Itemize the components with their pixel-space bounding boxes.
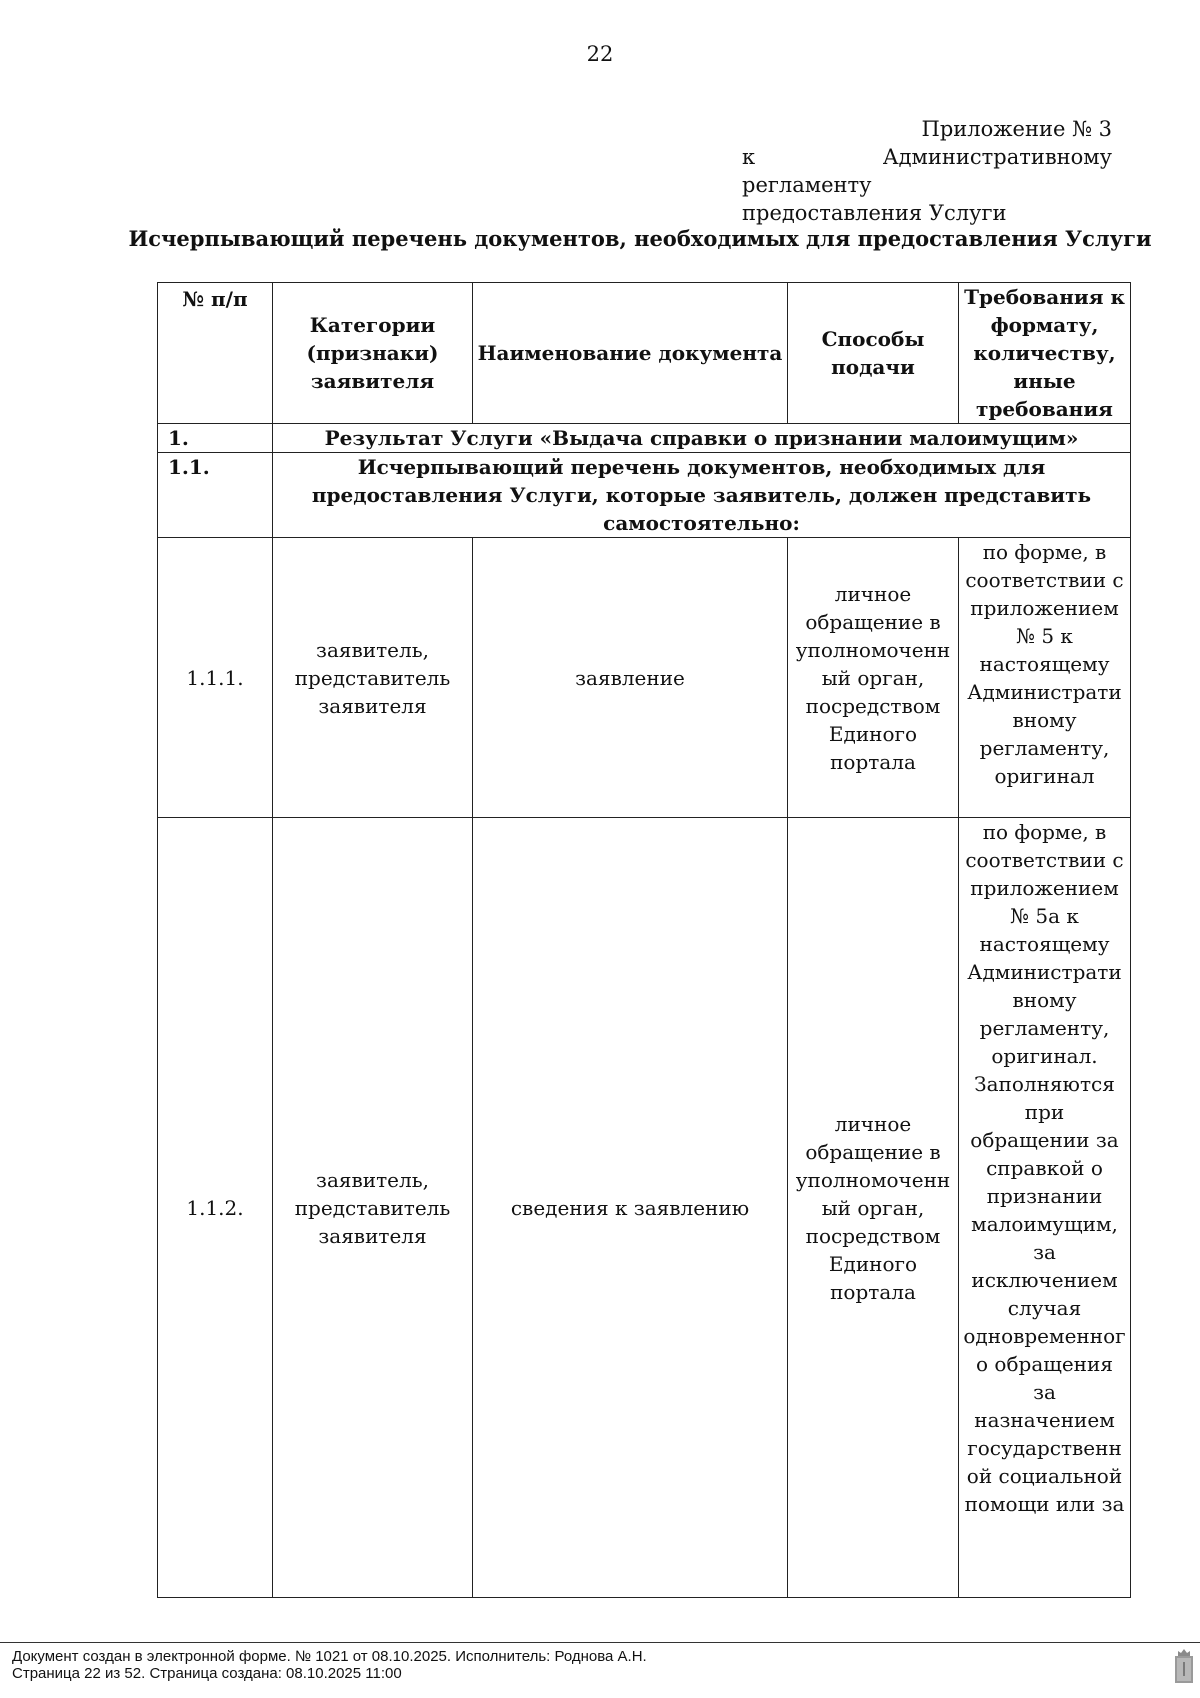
document-title: Исчерпывающий перечень документов, необходимых для предоставления Услуги (128, 226, 1152, 251)
header-document: Наименование документа (473, 283, 788, 424)
header-number: № п/п (158, 283, 273, 424)
section-row-1 (158, 424, 1131, 453)
appendix-line-2: к Административному регламенту (742, 145, 1112, 197)
documents-table (157, 282, 1131, 1598)
header-requirements: Требования к формату, количеству, иные требования (959, 283, 1131, 424)
section-1-number: 1. (158, 424, 273, 453)
footer-info (12, 1648, 647, 1682)
section-row-1-1 (158, 453, 1131, 538)
row-document: сведения к заявлению (473, 818, 788, 1598)
appendix-line-1: Приложение № 3 (921, 117, 1112, 141)
row-number: 1.1.1. (158, 538, 273, 818)
row-method: личное обращение в уполномоченный орган, посредством Единого портала (788, 818, 959, 1598)
row-category: заявитель, представитель заявителя (273, 818, 473, 1598)
section-1-1-number: 1.1. (158, 453, 273, 538)
appendix-line-3: предоставления Услуги (742, 201, 1007, 225)
table-header-row (158, 283, 1131, 424)
row-requirements: по форме, в соответствии с приложением № 5 к настоящему Административному регламенту, оригинал (959, 538, 1131, 818)
footer-line-2: Страница 22 из 52. Страница создана: 08.10.2025 11:00 (12, 1665, 402, 1682)
header-method: Способы подачи (788, 283, 959, 424)
regional-emblem-icon (1173, 1647, 1195, 1685)
row-document: заявление (473, 538, 788, 818)
row-number: 1.1.2. (158, 818, 273, 1598)
table-row (158, 818, 1131, 1598)
row-method: личное обращение в уполномоченный орган, посредством Единого портала (788, 538, 959, 818)
section-1-1-title: Исчерпывающий перечень документов, необходимых для предоставления Услуги, которые заявитель, должен представить самостоятельно: (273, 453, 1131, 538)
page-number: 22 (586, 42, 614, 66)
appendix-note (742, 115, 1112, 227)
header-category: Категории (признаки) заявителя (273, 283, 473, 424)
section-1-title: Результат Услуги «Выдача справки о признании малоимущим» (273, 424, 1131, 453)
footer-line-1: Документ создан в электронной форме. № 1021 от 08.10.2025. Исполнитель: Роднова А.Н. (12, 1648, 647, 1665)
row-category: заявитель, представитель заявителя (273, 538, 473, 818)
row-requirements: по форме, в соответствии с приложением № 5а к настоящему Административному регламенту, оригинал. Заполняются при обращении за справкой о признании малоимущим, за исключением случая одновременного обращения за назначением государственной социальной помощи или за (959, 818, 1131, 1598)
table-row (158, 538, 1131, 818)
footer-divider (0, 1642, 1200, 1643)
